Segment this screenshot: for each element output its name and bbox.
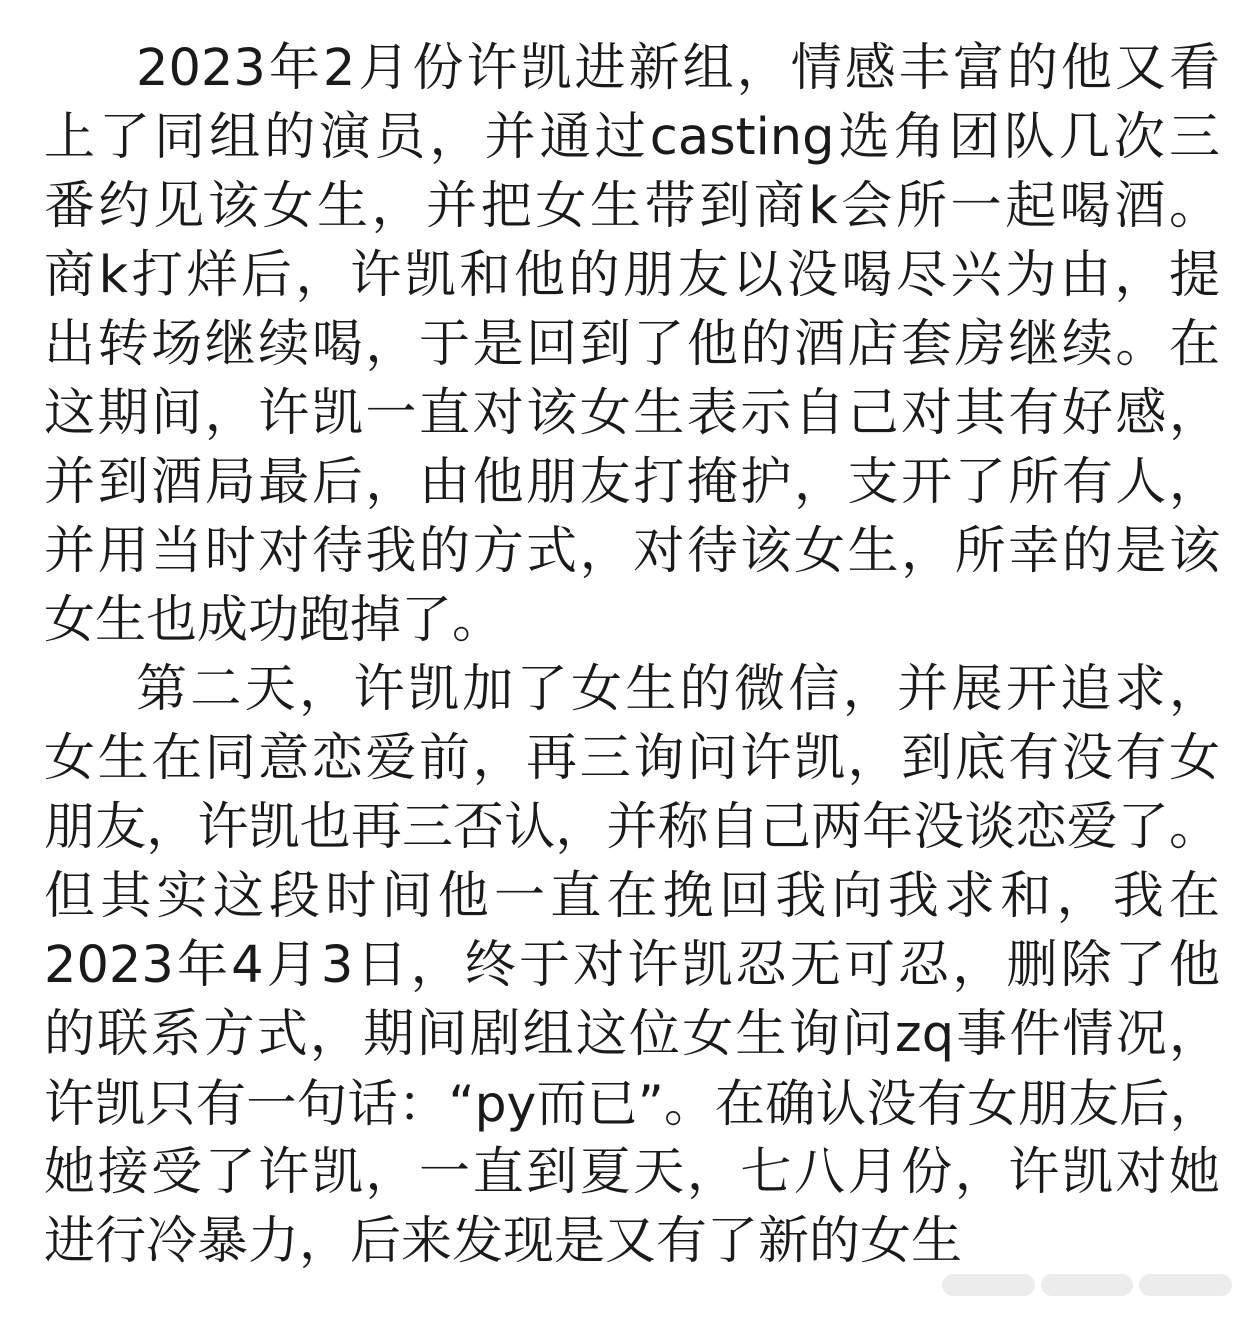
watermark-overlay (942, 1270, 1232, 1300)
text-line: 商k打烊后，许凯和他的朋友以没喝尽兴为由，提 (44, 246, 1220, 305)
paragraph-2 (44, 655, 1220, 1276)
watermark-segment (1041, 1274, 1134, 1296)
text-line: 并用当时对待我的方式，对待该女生，所幸的是该 (44, 522, 1220, 581)
text-line: 朋友，许凯也再三否认，并称自己两年没谈恋爱了。 (44, 798, 1220, 857)
text-line: 这期间，许凯一直对该女生表示自己对其有好感， (44, 384, 1220, 443)
text-line: 但其实这段时间他一直在挽回我向我求和，我在 (44, 867, 1220, 926)
text-line: 出转场继续喝，于是回到了他的酒店套房继续。在 (44, 315, 1220, 374)
watermark-segment (1139, 1274, 1232, 1296)
text-line: 女生在同意恋爱前，再三询问许凯，到底有没有女 (44, 729, 1220, 788)
text-line: 进行冷暴力，后来发现是又有了新的女生 (44, 1212, 963, 1271)
text-line: 第二天，许凯加了女生的微信，并展开追求， (136, 660, 1220, 719)
document-body (44, 0, 1220, 1276)
text-line: 的联系方式，期间剧组这位女生询问zq事件情况， (44, 1005, 1220, 1064)
text-line: 她接受了许凯，一直到夏天，七八月份，许凯对她 (44, 1143, 1220, 1202)
text-line: 上了同组的演员，并通过casting选角团队几次三 (44, 108, 1220, 167)
text-line: 许凯只有一句话：“py而已”。在确认没有女朋友后， (44, 1074, 1220, 1133)
text-line: 并到酒局最后，由他朋友打掩护，支开了所有人， (44, 453, 1220, 512)
paragraph-1 (44, 34, 1220, 655)
text-line: 2023年4月3日，终于对许凯忍无可忍，删除了他 (44, 936, 1220, 995)
text-line: 2023年2月份许凯进新组，情感丰富的他又看 (136, 39, 1220, 98)
watermark-segment (942, 1274, 1035, 1296)
text-line: 番约见该女生，并把女生带到商k会所一起喝酒。 (44, 177, 1220, 236)
text-line: 女生也成功跑掉了。 (44, 591, 504, 650)
